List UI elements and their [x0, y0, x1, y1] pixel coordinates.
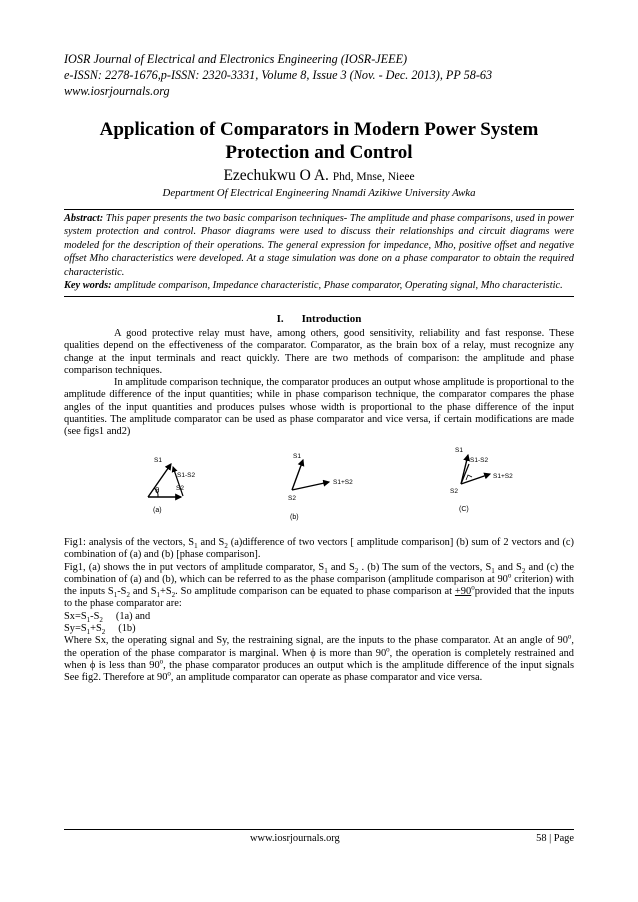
intro-paragraph-1: A good protective relay must have, among others, good sensitivity, reliability and fast response. These qualities depend on the effectiveness of the comparator. Comparator, as the brain box of a relay, must recognize any change at the input terminals and react quickly. There are two methods of comparison: the amplitude and phase comparison techniques.	[64, 328, 574, 376]
journal-name: IOSR Journal of Electrical and Electronics Engineering (IOSR-JEEE)	[64, 52, 408, 66]
figure-1c	[450, 447, 513, 513]
figure-1-description: Fig1, (a) shows the in put vectors of amplitude comparator, $S_1$ and $S_2$ . (b) The sum of the vectors, $S_1$ and $S_2$ and (c) the combination of (a) and (b), which can be referred to as the phase comparison (amplitude comparison at 90$^o$ criterion) with the inputs $S_1-S_2$ and $S_1+S_2$. So amplitude comparison can be equated to phase comparison at $+90^oprovided$ that the inputs to the phase comparator are:	[64, 561, 575, 610]
intro-paragraph-2: In amplitude comparison technique, the comparator produces an output whose amplitude is proportional to the amplitude difference of the input quantities; while in phase comparison technique, the comparator compares the phase angles of the input quantities and produces pulses whose width is proportional to the phase difference of the input quantities. The amplitude comparator can be used as phase comparator and vice versa, if certain modifications are made (see figs1 and2)	[64, 377, 574, 438]
abstract-bottom-rule	[64, 296, 574, 297]
label-s2-a: S2	[176, 485, 184, 492]
label-s1-c: S1	[455, 447, 463, 454]
figure-1b	[288, 453, 353, 521]
label-theta: θ	[155, 486, 160, 495]
section-title: Introduction	[301, 313, 362, 325]
figure-1	[0, 440, 638, 530]
abstract-top-rule	[64, 209, 574, 210]
abstract-text: This paper presents the two basic comparison techniques- The amplitude and phase comparisons, used in power system protection and control. Phasor diagrams were used to discuss their relationships and circuit diagrams were modeled for the description of their operations. The general expression for impedance, Mho, positive offset and negative offset Mho characteristics were developed. At a stage simulation was done on a phase comparator to obtain the required characteristic.	[64, 213, 574, 278]
intro-text	[64, 328, 574, 439]
page-number: 58 | Page	[536, 833, 574, 844]
label-s1-b: S1	[293, 453, 301, 460]
abstract	[64, 212, 574, 292]
label-diff-c: S1-S2	[470, 457, 489, 464]
label-s2-c: S2	[450, 488, 458, 495]
label-sum-c: S1+S2	[493, 473, 513, 480]
section-heading	[64, 312, 574, 326]
author-credentials: Phd, Mnse, Nieee	[332, 171, 415, 183]
figure-1a	[148, 457, 195, 514]
vector-s1-b	[292, 460, 303, 490]
label-s2-b: S2	[288, 495, 296, 502]
label-fig-b: (b)	[290, 514, 299, 521]
footer-url: www.iosrjournals.org	[250, 833, 340, 844]
equation-1b: $Sy=S_1+S_2$ (1b)	[64, 623, 136, 637]
body-text	[64, 537, 574, 685]
keywords-label: Key words:	[64, 280, 112, 292]
paper-title: Application of Comparators in Modern Power System Protection and Control	[99, 119, 539, 163]
figure-caption: Fig1: analysis of the vectors, $S_1$ and $S_2$ (a)difference of two vectors [ amplitude comparison] (b) sum of 2 vectors and (c) combination of (a) and (b) [phase comparison].	[64, 537, 575, 561]
right-angle-mark	[466, 475, 472, 480]
vector-s1-a	[148, 464, 171, 497]
label-fig-c: (C)	[459, 506, 469, 513]
journal-url: www.iosrjournals.org	[64, 84, 170, 98]
equation-1a: $Sx=S_1-S_2$ (1a) and	[64, 610, 151, 624]
abstract-label: Abstract:	[64, 213, 104, 224]
author-name: Ezechukwu O A.	[223, 167, 329, 184]
label-diff-a: S1-S2	[177, 472, 196, 479]
label-s1-a: S1	[154, 457, 162, 464]
vector-sum-c	[461, 474, 490, 484]
where-paragraph: Where Sx, the operating signal and Sy, the restraining signal, are the inputs to the phase comparator. At an angle of 90$^o$, the operation of the phase comparator is marginal. When ϕ is more than 90$^o$, the operation is completely restrained and when ϕ is less than 90$^o$, the phase comparator produces an output which is the amplitude difference of the input signals See fig2. Therefore at 90$^o$, an amplitude comparator can operate as phase comparator and vice versa.	[64, 632, 574, 684]
label-fig-a: (a)	[153, 507, 162, 514]
keywords-text: amplitude comparison, Impedance characteristic, Phase comparator, Operating signal, Mho characteristic.	[114, 280, 563, 292]
footer-rule	[64, 829, 574, 830]
author-affiliation: Department Of Electrical Engineering Nnamdi Azikiwe University Awka	[162, 187, 476, 199]
journal-issn: e-ISSN: 2278-1676,p-ISSN: 2320-3331, Volume 8, Issue 3 (Nov. - Dec. 2013), PP 58-63	[64, 68, 493, 82]
vector-sum-b	[292, 482, 329, 490]
label-sum-b: S1+S2	[333, 479, 353, 486]
section-number: I.	[276, 313, 284, 325]
journal-header	[64, 51, 584, 99]
author-line	[64, 167, 574, 186]
